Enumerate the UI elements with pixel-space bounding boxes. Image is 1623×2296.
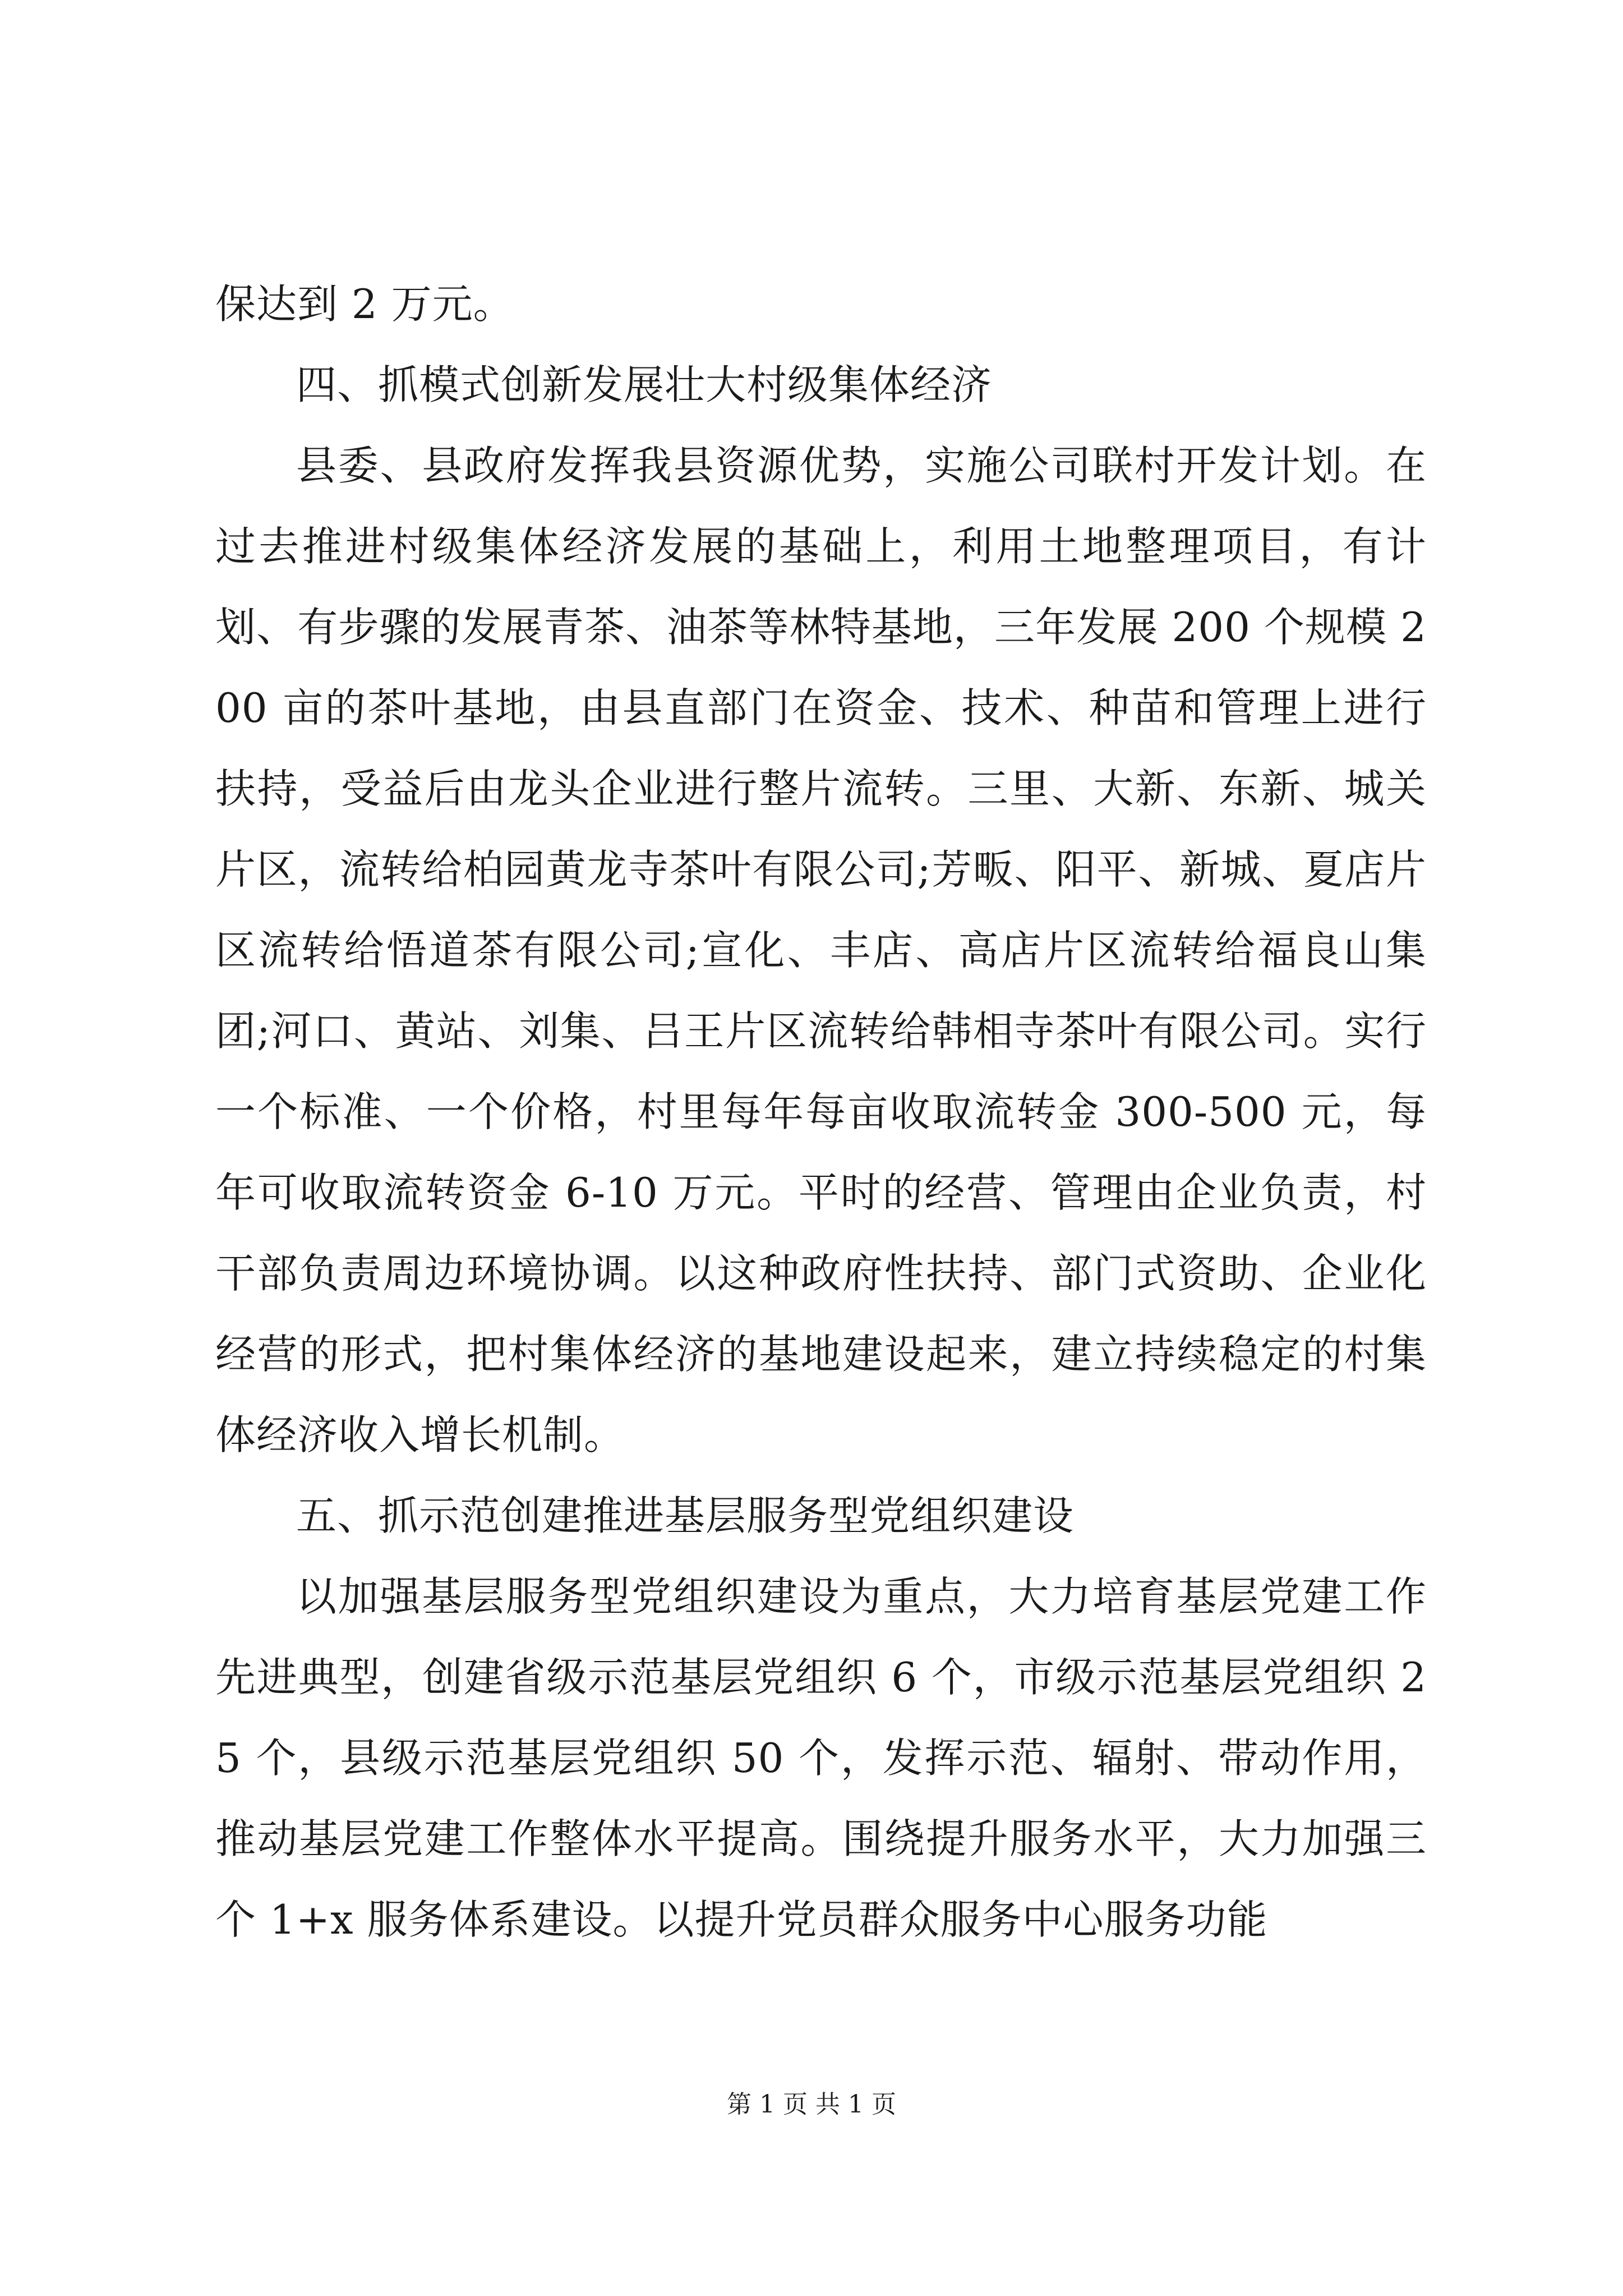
- section-heading-4: 四、抓模式创新发展壮大村级集体经济: [296, 361, 993, 408]
- paragraph-continuation: 保达到 2 万元。: [215, 280, 514, 328]
- paragraph-collective-economy: 县委、县政府发挥我县资源优势，实施公司联村开发计划。在过去推进村级集体经济发展的基础上，利用土地整理项目，有计划、有步骤的发展青茶、油茶等林特基地，三年发展 200 个规模 200 亩的茶叶基地，由县直部门在资金、技术、种苗和管理上进行扶持，受益后由龙头企业进行整片流转。三里、大新、东新、城关片区，流转给柏园黄龙寺茶叶有限公司;芳畈、阳平、新城、夏店片区流转给悟道茶有限公司;宣化、丰店、高店片区流转给福良山集团;河口、黄站、刘集、吕王片区流转给韩相寺茶叶有限公司。实行一个标准、一个价格，村里每年每亩收取流转金 300-500 元，每年可收取流转资金 6-10 万元。平时的经营、管理由企业负责，村干部负责周边环境协调。以这种政府性扶持、部门式资助、企业化经营的形式，把村集体经济的基地建设起来，建立持续稳定的村集体经济收入增长机制。: [215, 442, 1427, 1458]
- page-footer: 第 1 页 共 1 页: [727, 2090, 896, 2119]
- paragraph-party-organization: 以加强基层服务型党组织建设为重点，大力培育基层党建工作先进典型，创建省级示范基层党组织 6 个，市级示范基层党组织 25 个，县级示范基层党组织 50 个，发挥示范、辐射、带动作用，推动基层党建工作整体水平提高。围绕提升服务水平，大力加强三个 1+x 服务体系建设。以提升党员群众服务中心服务功能: [215, 1573, 1427, 1943]
- document-body: [215, 264, 1427, 1960]
- section-heading-5: 五、抓示范创建推进基层服务型党组织建设: [296, 1492, 1075, 1539]
